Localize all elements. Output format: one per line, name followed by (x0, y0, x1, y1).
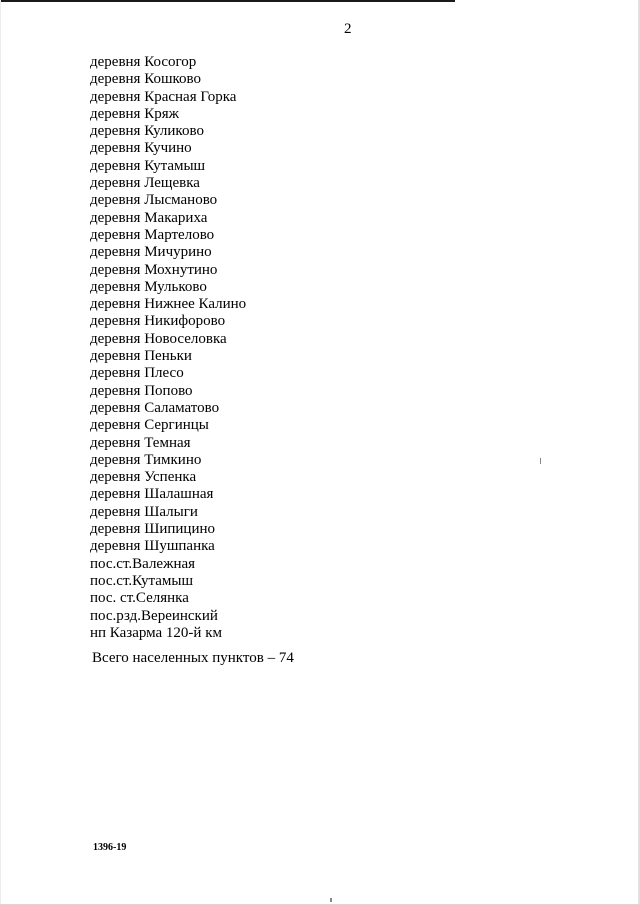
settlement-item: деревня Успенка (90, 469, 197, 486)
settlement-item: деревня Тимкино (90, 451, 202, 468)
settlement-item: деревня Красная Горка (90, 88, 237, 105)
settlement-item: деревня Новоселовка (90, 330, 227, 347)
settlement-item: деревня Косогор (90, 54, 197, 70)
settlement-item: деревня Кряж (90, 105, 179, 122)
settlement-item: деревня Никифорово (90, 313, 226, 330)
settlement-item: деревня Шалыги (90, 503, 198, 520)
scan-left-edge (0, 0, 1, 905)
settlement-item: деревня Пеньки (90, 348, 192, 365)
settlement-item: деревня Лысманово (90, 192, 218, 209)
settlement-item: деревня Мульково (90, 278, 207, 295)
settlement-item: деревня Нижнее Калино (90, 296, 247, 313)
settlement-item: деревня Кучино (90, 140, 192, 157)
settlement-item: пос.рзд.Вереинский (90, 607, 218, 624)
settlement-item: деревня Попово (90, 382, 193, 399)
settlement-item: деревня Лещевка (90, 175, 200, 192)
settlement-item: пос.ст.Валежная (90, 555, 196, 572)
settlement-item: деревня Темная (90, 434, 191, 451)
settlement-item: деревня Плесо (90, 365, 184, 382)
settlement-item: нп Казарма 120-й км (90, 624, 222, 641)
settlement-item: деревня Сергинцы (90, 417, 209, 434)
settlement-item: деревня Мартелово (90, 226, 215, 243)
total-settlements: Всего населенных пунктов – 74 (92, 650, 294, 666)
settlement-item: деревня Кошково (90, 71, 202, 88)
settlement-item: пос. ст.Селянка (90, 590, 189, 607)
settlement-item: деревня Кутамыш (90, 157, 206, 174)
settlement-item: деревня Шипицино (90, 521, 216, 538)
settlement-item: пос.ст.Кутамыш (90, 572, 194, 589)
scan-top-edge (0, 0, 455, 2)
settlement-item: деревня Макариха (90, 209, 208, 226)
page-number: 2 (344, 21, 352, 37)
settlement-item: деревня Куликово (90, 123, 204, 140)
scan-speck (330, 898, 332, 902)
settlement-item: деревня Мичурино (90, 244, 212, 261)
settlement-item: деревня Мохнутино (90, 261, 218, 278)
settlement-list (90, 54, 246, 642)
settlement-item: деревня Шушпанка (90, 538, 215, 555)
settlement-item: деревня Шалашная (90, 486, 214, 503)
scan-speck (540, 458, 541, 464)
settlement-item: деревня Саламатово (90, 399, 220, 416)
document-code: 1396-19 (93, 842, 127, 853)
